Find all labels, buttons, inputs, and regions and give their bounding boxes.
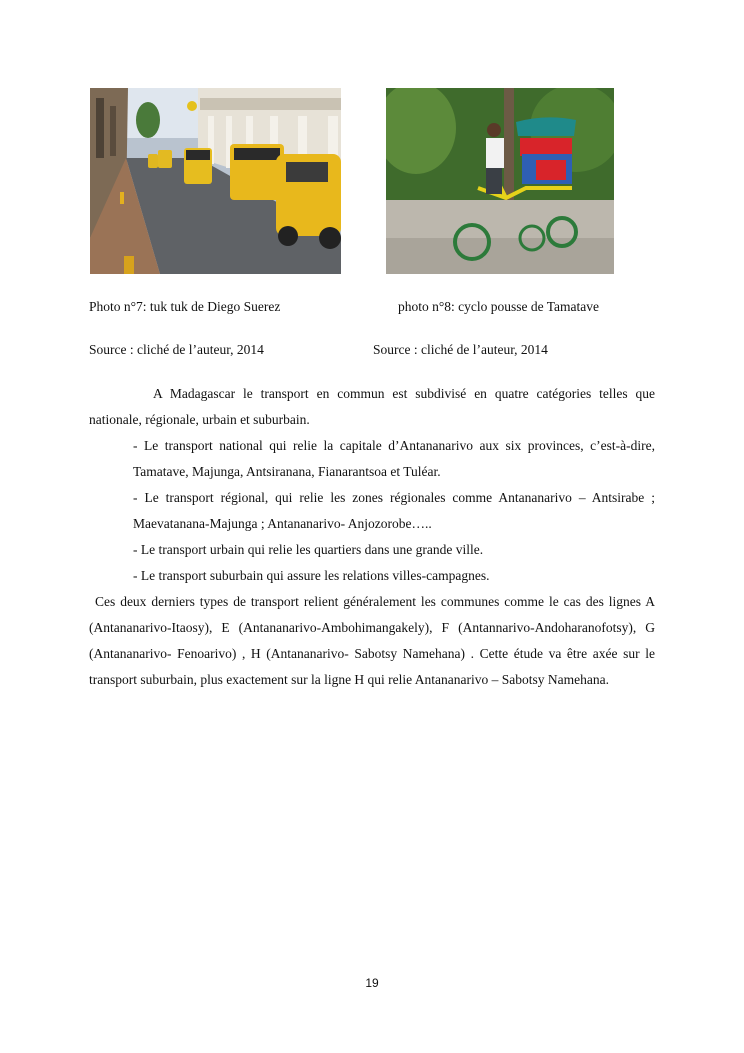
body-text (89, 381, 655, 693)
list-item-regional: - Le transport régional, qui relie les zones régionales comme Antananarivo – Antsirabe ; Maevatanana-Majunga ; Antananarivo- Anjozorobe….. (133, 490, 655, 531)
list-item-national: - Le transport national qui relie la capitale d’Antananarivo aux six provinces, c’est-à-dire, Tamatave, Majunga, Antsiranana, Fianarantsoa et Tuléar. (133, 438, 655, 479)
photo7-source: Source : cliché de l’auteur, 2014 (89, 342, 264, 357)
list-item-urbain: - Le transport urbain qui relie les quartiers dans une grande ville. (133, 542, 484, 557)
page-number: 19 (365, 976, 379, 990)
photo-tuk-tuk (90, 88, 341, 274)
photo8-source: Source : cliché de l’auteur, 2014 (373, 342, 548, 357)
photo-cyclo-pousse (386, 88, 614, 274)
photo7-caption: Photo n°7: tuk tuk de Diego Suerez (89, 299, 281, 314)
photo8-caption: photo n°8: cyclo pousse de Tamatave (398, 299, 600, 314)
intro-paragraph: A Madagascar le transport en commun est subdivisé en quatre catégories telles que nationale, régionale, urbain et suburbain. (89, 386, 655, 427)
conclusion-paragraph: Ces deux derniers types de transport relient généralement les communes comme le cas des lignes A (Antananarivo-Itaosy), E (Antananarivo-Ambohimangakely), F (Antannarivo-Andoharanofotsy), G (Antananarivo- Fenoarivo) , H (Antananarivo- Sabotsy Namehana) . Cette étude va être axée sur le transport suburbain, plus exactement sur la ligne H qui relie Antananarivo – Sabotsy Namehana. (89, 594, 655, 687)
list-item-suburbain: - Le transport suburbain qui assure les relations villes-campagnes. (133, 568, 490, 583)
